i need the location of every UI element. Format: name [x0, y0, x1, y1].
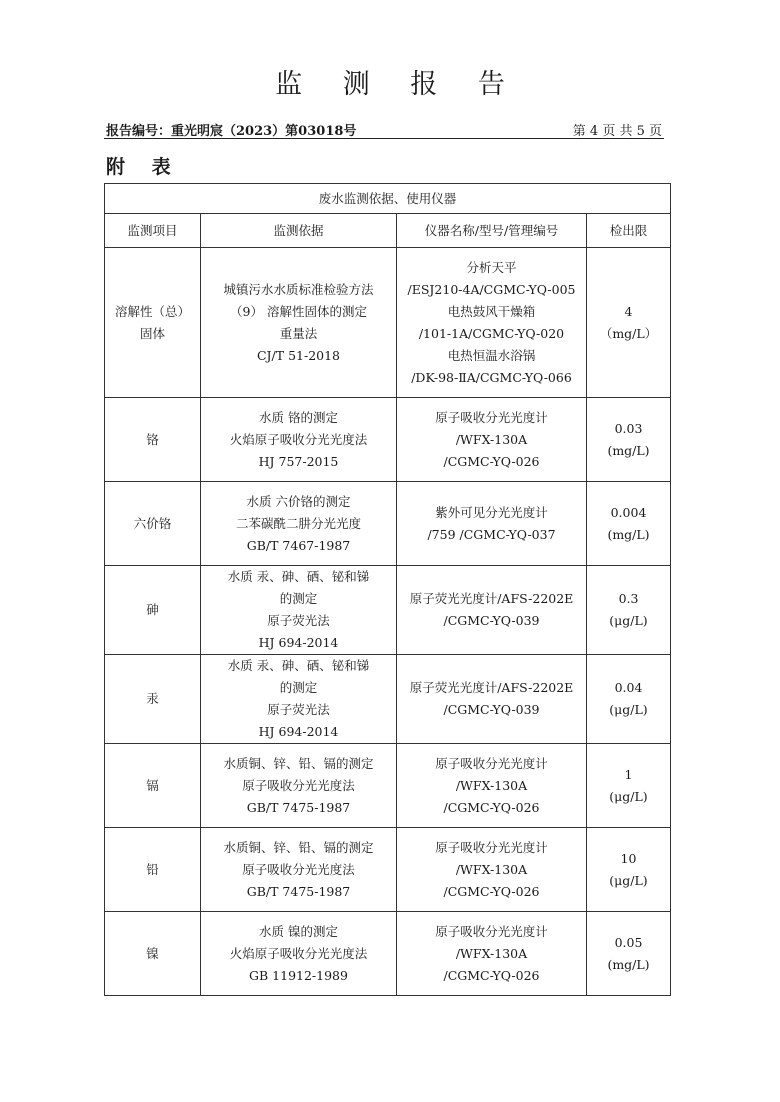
limit-line: (μg/L)	[609, 702, 648, 717]
header-divider	[104, 138, 664, 139]
instrument-line: /101-1A/CGMC-YQ-020	[418, 325, 565, 341]
basis-line: 原子吸收分光光度法	[242, 861, 355, 877]
basis-line: 水质铜、锌、铅、镉的测定	[223, 755, 374, 771]
instrument-cell	[397, 655, 587, 744]
basis-cell	[201, 912, 397, 996]
item-cell	[105, 248, 201, 398]
instrument-line: 原子荧光光度计/AFS-2202E	[409, 680, 574, 695]
table-row	[105, 566, 671, 655]
instrument-line: 分析天平	[466, 259, 517, 275]
basis-line: CJ/T 51-2018	[256, 347, 341, 363]
basis-line: GB/T 7467-1987	[246, 537, 351, 553]
report-title: 监 测 报 告	[275, 69, 521, 100]
limit-line: (μg/L)	[609, 872, 648, 888]
basis-line: 水质 六价铬的测定	[246, 493, 351, 509]
instrument-line: /CGMC-YQ-026	[443, 967, 540, 983]
basis-line: 火焰原子吸收分光光度法	[229, 431, 368, 447]
instrument-line: /WFX-130A	[455, 777, 528, 793]
instrument-line: 原子荧光光度计/AFS-2202E	[409, 591, 574, 606]
instrument-cell	[397, 744, 587, 828]
table-row	[105, 248, 671, 398]
basis-line: 火焰原子吸收分光光度法	[229, 945, 368, 961]
basis-line: 水质铜、锌、铅、镉的测定	[223, 839, 374, 855]
instrument-cell	[397, 912, 587, 996]
instrument-line: /WFX-130A	[455, 431, 528, 447]
basis-line: 的测定	[279, 591, 318, 606]
instrument-cell	[397, 482, 587, 566]
limit-cell	[587, 398, 671, 482]
basis-cell	[201, 828, 397, 912]
limit-line: (mg/L)	[607, 442, 650, 458]
basis-cell	[201, 248, 397, 398]
instrument-line: /WFX-130A	[455, 861, 528, 877]
basis-line: 水质 汞、砷、硒、铋和锑	[227, 569, 370, 584]
item-line: 铬	[146, 431, 159, 447]
item-line: 六价铬	[133, 515, 172, 531]
header-item: 监测项目	[105, 214, 201, 248]
header-basis: 监测依据	[201, 214, 397, 248]
header-limit: 检出限	[587, 214, 671, 248]
limit-line: 0.04	[614, 680, 643, 695]
basis-line: GB/T 7475-1987	[246, 883, 351, 899]
limit-line: （mg/L）	[599, 325, 658, 341]
limit-cell	[587, 566, 671, 655]
instrument-line: /CGMC-YQ-026	[443, 883, 540, 899]
basis-line: 原子吸收分光光度法	[242, 777, 355, 793]
limit-line: (mg/L)	[607, 526, 650, 542]
basis-cell	[201, 566, 397, 655]
limit-line: (μg/L)	[609, 613, 648, 628]
instrument-line: /ESJ210-4A/CGMC-YQ-005	[407, 281, 576, 297]
instrument-line: 电热鼓风干燥箱	[447, 303, 536, 319]
instrument-line: 原子吸收分光光度计	[435, 755, 548, 771]
table-row	[105, 744, 671, 828]
item-line: 溶解性（总）	[114, 303, 190, 319]
limit-cell	[587, 482, 671, 566]
instrument-line: /WFX-130A	[455, 945, 528, 961]
instrument-line: /CGMC-YQ-039	[443, 702, 540, 717]
item-line: 固体	[139, 325, 165, 341]
limit-cell	[587, 248, 671, 398]
report-meta	[106, 120, 662, 138]
limit-line: 4	[624, 303, 633, 319]
limit-line: 0.004	[610, 504, 647, 520]
limit-cell	[587, 655, 671, 744]
limit-line: (mg/L)	[607, 956, 650, 972]
item-line: 汞	[146, 691, 159, 706]
monitoring-table	[104, 183, 671, 996]
limit-cell	[587, 828, 671, 912]
basis-line: HJ 694-2014	[258, 724, 339, 739]
limit-line: 0.05	[614, 934, 643, 950]
instrument-line: /DK-98-ⅡA/CGMC-YQ-066	[411, 369, 572, 385]
instrument-line: /CGMC-YQ-026	[443, 453, 540, 469]
basis-line: 水质 镍的测定	[259, 923, 338, 939]
page-indicator: 第 4 页 共 5 页	[572, 124, 662, 139]
basis-line: 原子荧光法	[267, 702, 330, 717]
basis-line: 原子荧光法	[267, 613, 330, 628]
table-row	[105, 655, 671, 744]
appendix-heading: 附 表	[106, 156, 181, 178]
table-row	[105, 482, 671, 566]
instrument-line: 电热恒温水浴锅	[447, 347, 536, 363]
stamp-edge	[766, 440, 780, 590]
item-cell	[105, 912, 201, 996]
header-instrument: 仪器名称/型号/管理编号	[397, 214, 587, 248]
instrument-cell	[397, 566, 587, 655]
instrument-cell	[397, 828, 587, 912]
basis-line: 水质 汞、砷、硒、铋和锑	[227, 658, 370, 673]
item-line: 砷	[146, 602, 159, 617]
limit-line: 10	[620, 850, 637, 866]
item-line: 镉	[146, 777, 159, 793]
item-cell	[105, 398, 201, 482]
basis-line: 重量法	[279, 325, 318, 341]
instrument-line: /CGMC-YQ-039	[443, 613, 540, 628]
report-number: 报告编号：重光明宸（2023）第03018号	[106, 124, 357, 139]
item-cell	[105, 655, 201, 744]
item-line: 镍	[146, 945, 159, 961]
basis-line: HJ 757-2015	[258, 453, 339, 469]
table-row	[105, 398, 671, 482]
limit-line: 0.3	[618, 591, 639, 606]
basis-line: GB/T 7475-1987	[246, 799, 351, 815]
instrument-cell	[397, 248, 587, 398]
limit-cell	[587, 744, 671, 828]
item-line: 铅	[146, 861, 159, 877]
instrument-line: 原子吸收分光光度计	[435, 923, 548, 939]
instrument-line: /759 /CGMC-YQ-037	[427, 526, 556, 542]
limit-line: 1	[624, 766, 633, 782]
limit-line: (μg/L)	[609, 788, 648, 804]
basis-line: 二苯碳酰二肼分光光度	[235, 515, 361, 531]
table-row	[105, 828, 671, 912]
basis-line: 的测定	[279, 680, 318, 695]
limit-cell	[587, 912, 671, 996]
item-cell	[105, 566, 201, 655]
instrument-line: 原子吸收分光光度计	[435, 839, 548, 855]
table-caption: 废水监测依据、使用仪器	[105, 184, 671, 214]
basis-cell	[201, 398, 397, 482]
instrument-line: 紫外可见分光光度计	[435, 504, 548, 520]
item-cell	[105, 482, 201, 566]
basis-line: 城镇污水水质标准检验方法	[223, 281, 374, 297]
basis-cell	[201, 482, 397, 566]
basis-cell	[201, 744, 397, 828]
basis-line: 水质 铬的测定	[259, 409, 338, 425]
basis-line: （9） 溶解性固体的测定	[230, 303, 367, 319]
table-row	[105, 912, 671, 996]
limit-line: 0.03	[614, 420, 643, 436]
instrument-cell	[397, 398, 587, 482]
item-cell	[105, 744, 201, 828]
instrument-line: 原子吸收分光光度计	[435, 409, 548, 425]
table-header-row	[105, 214, 671, 248]
basis-cell	[201, 655, 397, 744]
item-cell	[105, 828, 201, 912]
instrument-line: /CGMC-YQ-026	[443, 799, 540, 815]
basis-line: HJ 694-2014	[258, 635, 339, 650]
basis-line: GB 11912-1989	[249, 967, 348, 983]
